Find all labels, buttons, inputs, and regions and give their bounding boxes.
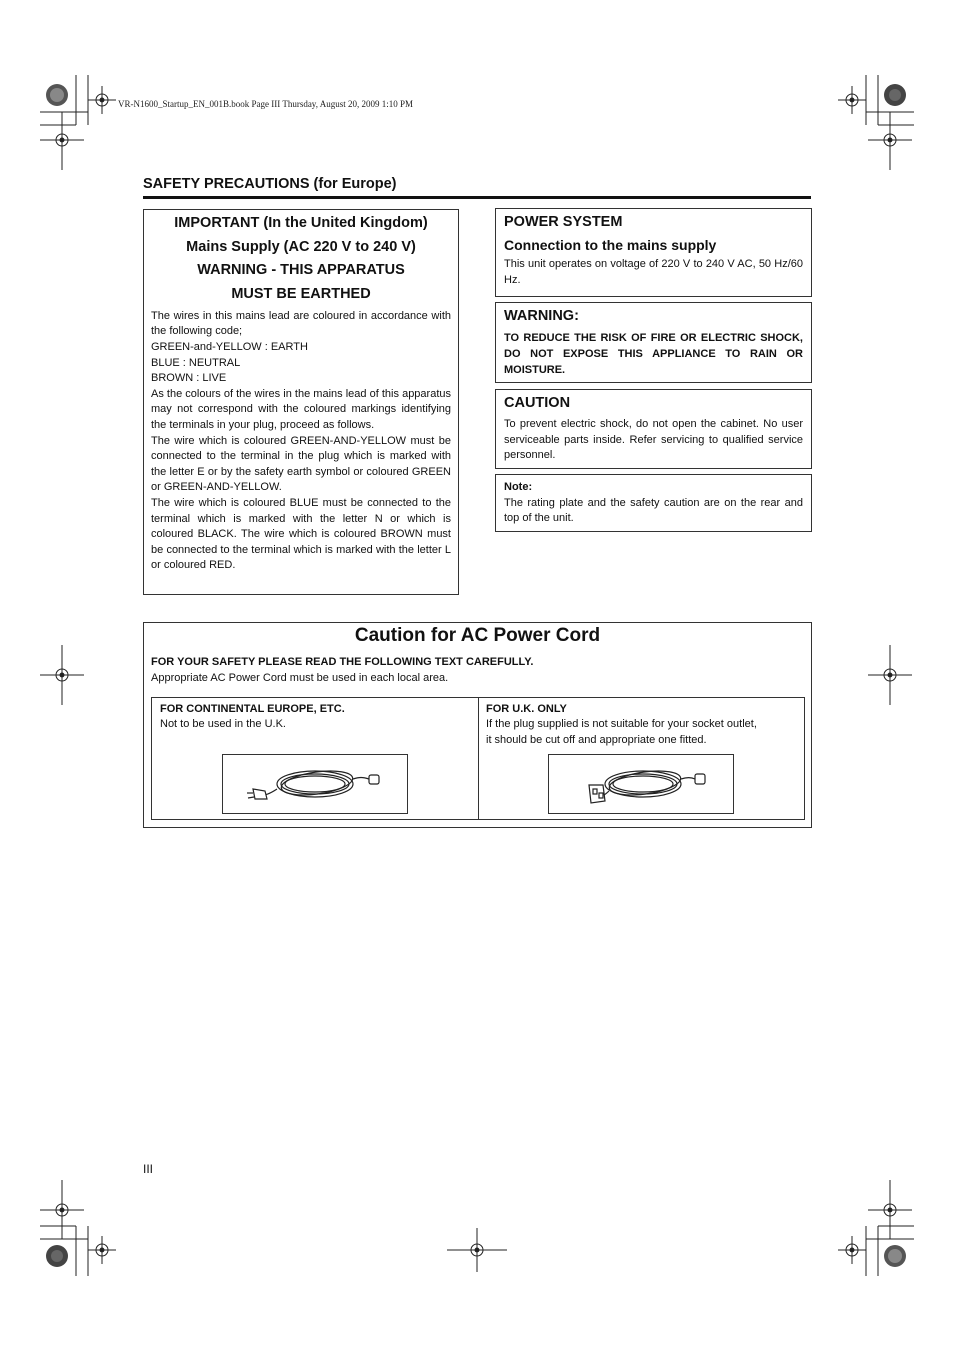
print-slug: VR-N1600_Startup_EN_001B.book Page III Thursday, August 20, 2009 1:10 PM: [118, 99, 413, 109]
note-box: [495, 474, 812, 532]
uk-only-line-1: If the plug supplied is not suitable for your socket outlet,: [486, 718, 757, 730]
caution-title: CAUTION: [504, 395, 571, 411]
cord-lead: FOR YOUR SAFETY PLEASE READ THE FOLLOWING TEXT CAREFULLY.: [151, 656, 534, 668]
cord-cell-uk: [486, 701, 801, 748]
uk-only-line-2: it should be cut off and appropriate one fitted.: [486, 733, 707, 746]
power-system-title: POWER SYSTEM: [504, 214, 623, 230]
note-text: The rating plate and the safety caution are on the rear and top of the unit.: [504, 496, 803, 525]
uk-code-neutral: BLUE : NEUTRAL: [151, 356, 241, 369]
caution-box: [495, 389, 812, 469]
power-system-box: [495, 208, 812, 297]
power-system-text: This unit operates on voltage of 220 V to 240 V AC, 50 Hz/60 Hz.: [504, 258, 803, 286]
warning-title: WARNING:: [504, 308, 579, 324]
title-rule: [143, 196, 811, 199]
continental-text: Not to be used in the U.K.: [160, 718, 286, 730]
note-label: Note:: [504, 481, 533, 493]
uk-mains-box: [143, 209, 459, 595]
power-cord-icon: [223, 755, 407, 813]
cord-table-divider: [478, 698, 479, 819]
cord-table: [151, 697, 805, 820]
cord-title: Caution for AC Power Cord: [354, 625, 601, 646]
cord-sub: Appropriate AC Power Cord must be used in each local area.: [151, 672, 449, 684]
caution-text: To prevent electric shock, do not open the cabinet. No user serviceable parts inside. Refer servicing to qualified service personnel.: [504, 418, 803, 462]
continental-head: FOR CONTINENTAL EUROPE, ETC.: [160, 703, 345, 715]
warning-box: [495, 302, 812, 383]
uk-para-1: As the colours of the wires in the mains lead of this apparatus may not correspond with the coloured markings identifying the terminals in your plug, proceed as follows.: [151, 387, 451, 431]
cord-cell-continental: [160, 701, 470, 733]
uk-code-earth: GREEN-and-YELLOW : EARTH: [151, 341, 308, 353]
continental-cord-image: [222, 754, 408, 814]
uk-code-live: BROWN : LIVE: [151, 372, 227, 385]
uk-only-head: FOR U.K. ONLY: [486, 703, 567, 715]
power-system-subtitle: Connection to the mains supply: [504, 237, 717, 253]
uk-para-2: The wire which is coloured GREEN-AND-YELLOW must be connected to the terminal in the plug which is marked with the letter E or by the safety earth symbol or coloured GREEN or GREEN-AND-YELLOW.: [151, 434, 451, 494]
power-cord-icon: [549, 755, 733, 813]
ac-power-cord-box: [143, 622, 812, 828]
warning-text: TO REDUCE THE RISK OF FIRE OR ELECTRIC SHOCK, DO NOT EXPOSE THIS APPLIANCE TO RAIN OR MOISTURE.: [504, 332, 803, 376]
uk-heading-line: WARNING - THIS APPARATUS: [197, 262, 405, 279]
uk-cord-image: [548, 754, 734, 814]
uk-para-3: The wire which is coloured BLUE must be connected to the terminal which is marked with the letter N or which is coloured BLACK. The wire which is coloured BROWN must be connected to the terminal which is marked with the letter L or coloured RED.: [151, 496, 451, 572]
uk-heading-line: MUST BE EARTHED: [231, 286, 371, 303]
uk-heading-line: Mains Supply (AC 220 V to 240 V): [186, 238, 416, 255]
uk-intro: The wires in this mains lead are coloured in accordance with the following code;: [151, 309, 451, 338]
page-number: III: [143, 1162, 154, 1176]
section-title: SAFETY PRECAUTIONS (for Europe): [143, 176, 397, 192]
uk-heading-line: IMPORTANT (In the United Kingdom): [174, 215, 428, 231]
uk-heading: [151, 212, 451, 307]
